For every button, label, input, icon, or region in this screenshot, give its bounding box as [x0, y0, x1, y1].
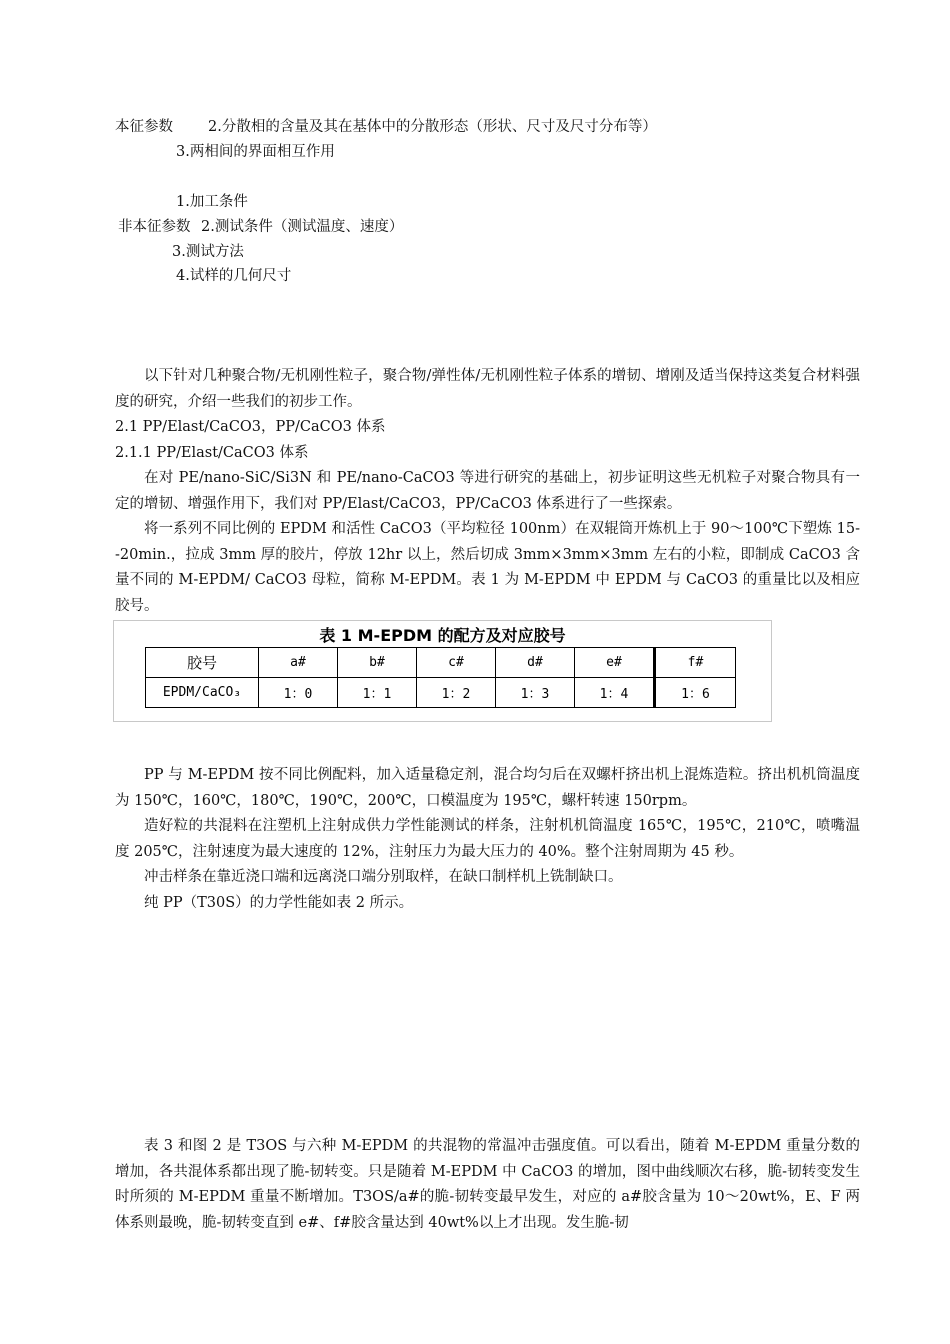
- table-cell: a#: [259, 648, 338, 678]
- paragraph: 冲击样条在靠近浇口端和远离浇口端分别取样，在缺口制样机上铣制缺口。: [144, 869, 623, 885]
- intrinsic-label: 本征参数: [115, 119, 173, 135]
- paragraph: 在对 PE/nano-SiC/Si3N 和 PE/nano-CaCO3 等进行研究的基础上，初步证明这些无机粒子对聚合物具有一定的增韧、增强作用下，我们对 PP/Elast/CaCO3，PP/CaCO3 体系进行了一些探索。: [115, 470, 860, 512]
- table-cell: e#: [575, 648, 655, 678]
- table-row-label: EPDM/CaCO₃: [146, 678, 259, 708]
- paragraph: 造好粒的共混料在注塑机上注射成供力学性能测试的样条，注射机机筒温度 165℃，195℃，210℃，喷嘴温度 205℃，注射速度为最大速度的 12%，注射压力为最大压力的 40%。整个注射周期为 45 秒。: [115, 818, 860, 860]
- table-1-figure: [113, 620, 772, 722]
- intrinsic-item: 2.分散相的含量及其在基体中的分散形态（形状、尺寸及尺寸分布等）: [208, 119, 657, 135]
- table-cell: 1：4: [575, 678, 655, 708]
- paragraph: 将一系列不同比例的 EPDM 和活性 CaCO3（平均粒径 100nm）在双辊筒开炼机上于 90～100℃下塑炼 15--20min.，拉成 3mm 厚的胶片，停放 12hr 以上，然后切成 3mm×3mm×3mm 左右的小粒，即制成 CaCO3 含量不同的 M-EPDM/ CaCO3 母粒，简称 M-EPDM。表 1 为 M-EPDM 中 EPDM 与 CaCO3 的重量比以及相应胶号。: [115, 521, 860, 614]
- paragraph: 纯 PP（T30S）的力学性能如表 2 所示。: [144, 894, 414, 911]
- table-cell: 1：6: [655, 678, 736, 708]
- table-cell: d#: [496, 648, 575, 678]
- extrinsic-item: 4.试样的几何尺寸: [176, 268, 292, 284]
- table-row: [146, 648, 736, 678]
- table-cell: 1：2: [417, 678, 496, 708]
- table-1: [145, 647, 736, 708]
- table-cell: 1：3: [496, 678, 575, 708]
- body-section-top: [115, 364, 860, 619]
- table-cell: f#: [655, 648, 736, 678]
- extrinsic-item: 2.测试条件（测试温度、速度）: [201, 219, 404, 235]
- intrinsic-item: 3.两相间的界面相互作用: [176, 144, 335, 160]
- body-section-middle: [115, 763, 860, 916]
- extrinsic-label: 非本征参数: [118, 219, 191, 235]
- intro-paragraph: 以下针对几种聚合物/无机刚性粒子，聚合物/弹性体/无机刚性粒子体系的增韧、增刚及适当保持这类复合材料强度的研究，介绍一些我们的初步工作。: [115, 368, 860, 410]
- table-cell: c#: [417, 648, 496, 678]
- table-cell: 1：0: [259, 678, 338, 708]
- table-row: [146, 678, 736, 708]
- table-1-caption: 表 1 M-EPDM 的配方及对应胶号: [319, 626, 566, 645]
- section-heading: 2.1 PP/Elast/CaCO3，PP/CaCO3 体系: [115, 419, 386, 435]
- paragraph: 表 3 和图 2 是 T3OS 与六种 M-EPDM 的共混物的常温冲击强度值。可以看出，随着 M-EPDM 重量分数的增加，各共混体系都出现了脆-韧转变。只是随着 M-EPDM 中 CaCO3 的增加，图中曲线顺次右移，脆-韧转变发生时所须的 M-EPDM 重量不断增加。T3OS/a#的脆-韧转变最早发生，对应的 a#胶含量为 10～20wt%，E、F 两体系则最晚，脆-韧转变直到 e#、f#胶含量达到 40wt%以上才出现。发生脆-韧: [115, 1138, 860, 1231]
- body-section-bottom: [115, 1134, 860, 1236]
- extrinsic-item: 3.测试方法: [172, 244, 244, 260]
- extrinsic-item: 1.加工条件: [176, 194, 248, 210]
- table-cell: b#: [338, 648, 417, 678]
- table-cell: 1：1: [338, 678, 417, 708]
- paragraph: PP 与 M-EPDM 按不同比例配料，加入适量稳定剂，混合均匀后在双螺杆挤出机上混炼造粒。挤出机机筒温度为 150℃，160℃，180℃，190℃，200℃，口模温度为 195℃，螺杆转速 150rpm。: [115, 767, 860, 809]
- table-row-label: 胶号: [146, 648, 259, 678]
- subsection-heading: 2.1.1 PP/Elast/CaCO3 体系: [115, 444, 309, 461]
